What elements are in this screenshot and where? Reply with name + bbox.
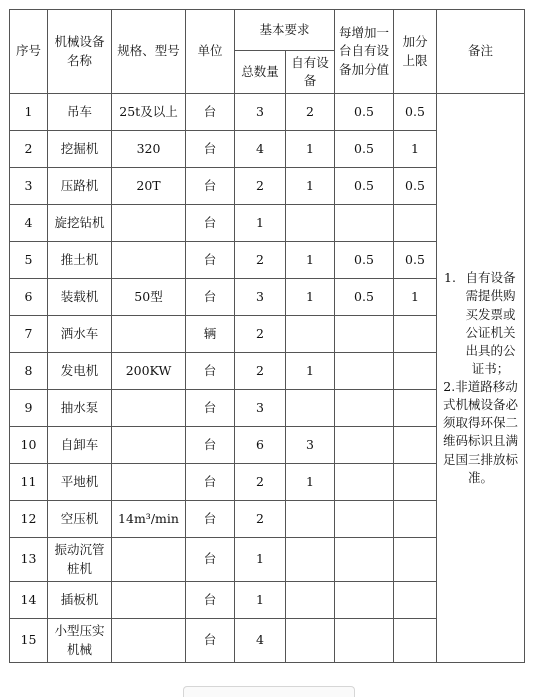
cell-unit: 台: [186, 390, 235, 427]
cell-equipment-name: 空压机: [48, 501, 112, 538]
cell-spec-model: [112, 582, 186, 619]
cell-equipment-name: 洒水车: [48, 316, 112, 353]
cell-total-quantity: 2: [235, 316, 286, 353]
cell-equipment-name: 发电机: [48, 353, 112, 390]
header-bonus-per-unit: 每增加一台自有设备加分值: [335, 10, 394, 94]
cell-bonus-cap: [394, 501, 437, 538]
cell-unit: 台: [186, 279, 235, 316]
cell-owned-equipment: 1: [286, 464, 335, 501]
cell-spec-model: [112, 205, 186, 242]
cell-owned-equipment: [286, 390, 335, 427]
cell-owned-equipment: 1: [286, 279, 335, 316]
cell-seq: 9: [10, 390, 48, 427]
cell-bonus-per-unit: [335, 464, 394, 501]
cell-spec-model: [112, 538, 186, 582]
cell-total-quantity: 4: [235, 131, 286, 168]
equipment-requirements-table: [9, 9, 525, 663]
cell-total-quantity: 1: [235, 538, 286, 582]
cell-bonus-per-unit: [335, 205, 394, 242]
cell-spec-model: 50型: [112, 279, 186, 316]
cell-spec-model: [112, 242, 186, 279]
cell-owned-equipment: [286, 205, 335, 242]
cell-seq: 11: [10, 464, 48, 501]
cell-seq: 15: [10, 619, 48, 663]
cell-bonus-per-unit: 0.5: [335, 168, 394, 205]
cell-owned-equipment: 1: [286, 353, 335, 390]
header-basic-requirements: 基本要求: [235, 10, 335, 51]
cell-bonus-per-unit: [335, 501, 394, 538]
cell-bonus-per-unit: 0.5: [335, 131, 394, 168]
cell-bonus-cap: [394, 205, 437, 242]
cell-owned-equipment: [286, 316, 335, 353]
cell-equipment-name: 旋挖钻机: [48, 205, 112, 242]
cell-unit: 台: [186, 131, 235, 168]
cell-equipment-name: 振动沉管桩机: [48, 538, 112, 582]
cell-bonus-cap: 0.5: [394, 94, 437, 131]
cell-unit: 台: [186, 205, 235, 242]
cell-seq: 8: [10, 353, 48, 390]
cell-equipment-name: 抽水泵: [48, 390, 112, 427]
cell-owned-equipment: 1: [286, 168, 335, 205]
cell-bonus-cap: [394, 353, 437, 390]
header-unit: 单位: [186, 10, 235, 94]
cell-owned-equipment: 1: [286, 131, 335, 168]
cell-bonus-per-unit: [335, 353, 394, 390]
header-seq: 序号: [10, 10, 48, 94]
cell-spec-model: 25t及以上: [112, 94, 186, 131]
cell-unit: 台: [186, 501, 235, 538]
cell-seq: 2: [10, 131, 48, 168]
cell-bonus-cap: 0.5: [394, 242, 437, 279]
cell-spec-model: 14m³/min: [112, 501, 186, 538]
cell-spec-model: 20T: [112, 168, 186, 205]
cell-unit: 辆: [186, 316, 235, 353]
cell-seq: 3: [10, 168, 48, 205]
table-body: [10, 94, 525, 663]
header-equipment-name: 机械设备名称: [48, 10, 112, 94]
cell-bonus-cap: 1: [394, 279, 437, 316]
remark-note-1-number: 1.: [444, 270, 456, 286]
table-header: [10, 10, 525, 94]
cell-equipment-name: 挖掘机: [48, 131, 112, 168]
cell-bonus-per-unit: [335, 390, 394, 427]
cell-spec-model: [112, 427, 186, 464]
header-total-quantity: 总数量: [235, 51, 286, 94]
cell-bonus-cap: 1: [394, 131, 437, 168]
page-edge-hint: [183, 686, 355, 697]
cell-unit: 台: [186, 619, 235, 663]
header-bonus-cap: 加分上限: [394, 10, 437, 94]
cell-total-quantity: 1: [235, 582, 286, 619]
cell-bonus-cap: [394, 427, 437, 464]
remark-note-1-text: 自有设备需提供购买发票或公证机关出具的公证书；: [465, 270, 516, 376]
cell-total-quantity: 2: [235, 242, 286, 279]
cell-bonus-per-unit: [335, 316, 394, 353]
cell-owned-equipment: 2: [286, 94, 335, 131]
cell-seq: 1: [10, 94, 48, 131]
cell-spec-model: [112, 464, 186, 501]
cell-bonus-per-unit: [335, 619, 394, 663]
header-owned-equipment: 自有设备: [286, 51, 335, 94]
cell-bonus-per-unit: [335, 582, 394, 619]
cell-owned-equipment: [286, 582, 335, 619]
cell-unit: 台: [186, 353, 235, 390]
cell-unit: 台: [186, 94, 235, 131]
cell-seq: 12: [10, 501, 48, 538]
cell-bonus-cap: [394, 582, 437, 619]
cell-total-quantity: 2: [235, 464, 286, 501]
cell-bonus-per-unit: 0.5: [335, 94, 394, 131]
cell-bonus-cap: [394, 619, 437, 663]
cell-equipment-name: 平地机: [48, 464, 112, 501]
cell-bonus-per-unit: 0.5: [335, 279, 394, 316]
cell-seq: 6: [10, 279, 48, 316]
cell-unit: 台: [186, 582, 235, 619]
remark-note-2: 2.非道路移动式机械设备必须取得环保二维码标识且满足国三排放标准。: [442, 379, 518, 485]
cell-spec-model: 200KW: [112, 353, 186, 390]
cell-total-quantity: 2: [235, 353, 286, 390]
cell-owned-equipment: 1: [286, 242, 335, 279]
cell-unit: 台: [186, 168, 235, 205]
cell-bonus-per-unit: [335, 538, 394, 582]
table-row: [10, 94, 525, 131]
cell-equipment-name: 压路机: [48, 168, 112, 205]
cell-seq: 14: [10, 582, 48, 619]
cell-seq: 4: [10, 205, 48, 242]
cell-bonus-per-unit: [335, 427, 394, 464]
cell-owned-equipment: [286, 538, 335, 582]
cell-equipment-name: 插板机: [48, 582, 112, 619]
cell-total-quantity: 3: [235, 94, 286, 131]
cell-total-quantity: 3: [235, 390, 286, 427]
cell-unit: 台: [186, 242, 235, 279]
cell-seq: 7: [10, 316, 48, 353]
cell-bonus-cap: [394, 316, 437, 353]
header-remarks: 备注: [437, 10, 525, 94]
remark-note-1: [440, 269, 521, 378]
cell-total-quantity: 3: [235, 279, 286, 316]
cell-equipment-name: 吊车: [48, 94, 112, 131]
cell-bonus-cap: [394, 464, 437, 501]
cell-equipment-name: 自卸车: [48, 427, 112, 464]
cell-unit: 台: [186, 427, 235, 464]
cell-total-quantity: 1: [235, 205, 286, 242]
cell-total-quantity: 6: [235, 427, 286, 464]
cell-bonus-cap: [394, 538, 437, 582]
cell-spec-model: [112, 316, 186, 353]
cell-spec-model: 320: [112, 131, 186, 168]
cell-unit: 台: [186, 464, 235, 501]
cell-spec-model: [112, 619, 186, 663]
cell-equipment-name: 装载机: [48, 279, 112, 316]
cell-spec-model: [112, 390, 186, 427]
cell-total-quantity: 2: [235, 168, 286, 205]
cell-equipment-name: 推土机: [48, 242, 112, 279]
cell-seq: 13: [10, 538, 48, 582]
cell-owned-equipment: [286, 501, 335, 538]
cell-total-quantity: 2: [235, 501, 286, 538]
cell-equipment-name: 小型压实机械: [48, 619, 112, 663]
cell-bonus-per-unit: 0.5: [335, 242, 394, 279]
remarks-cell: [437, 94, 525, 663]
cell-owned-equipment: 3: [286, 427, 335, 464]
cell-bonus-cap: [394, 390, 437, 427]
header-spec-model: 规格、型号: [112, 10, 186, 94]
cell-seq: 10: [10, 427, 48, 464]
cell-total-quantity: 4: [235, 619, 286, 663]
cell-owned-equipment: [286, 619, 335, 663]
cell-seq: 5: [10, 242, 48, 279]
cell-unit: 台: [186, 538, 235, 582]
cell-bonus-cap: 0.5: [394, 168, 437, 205]
